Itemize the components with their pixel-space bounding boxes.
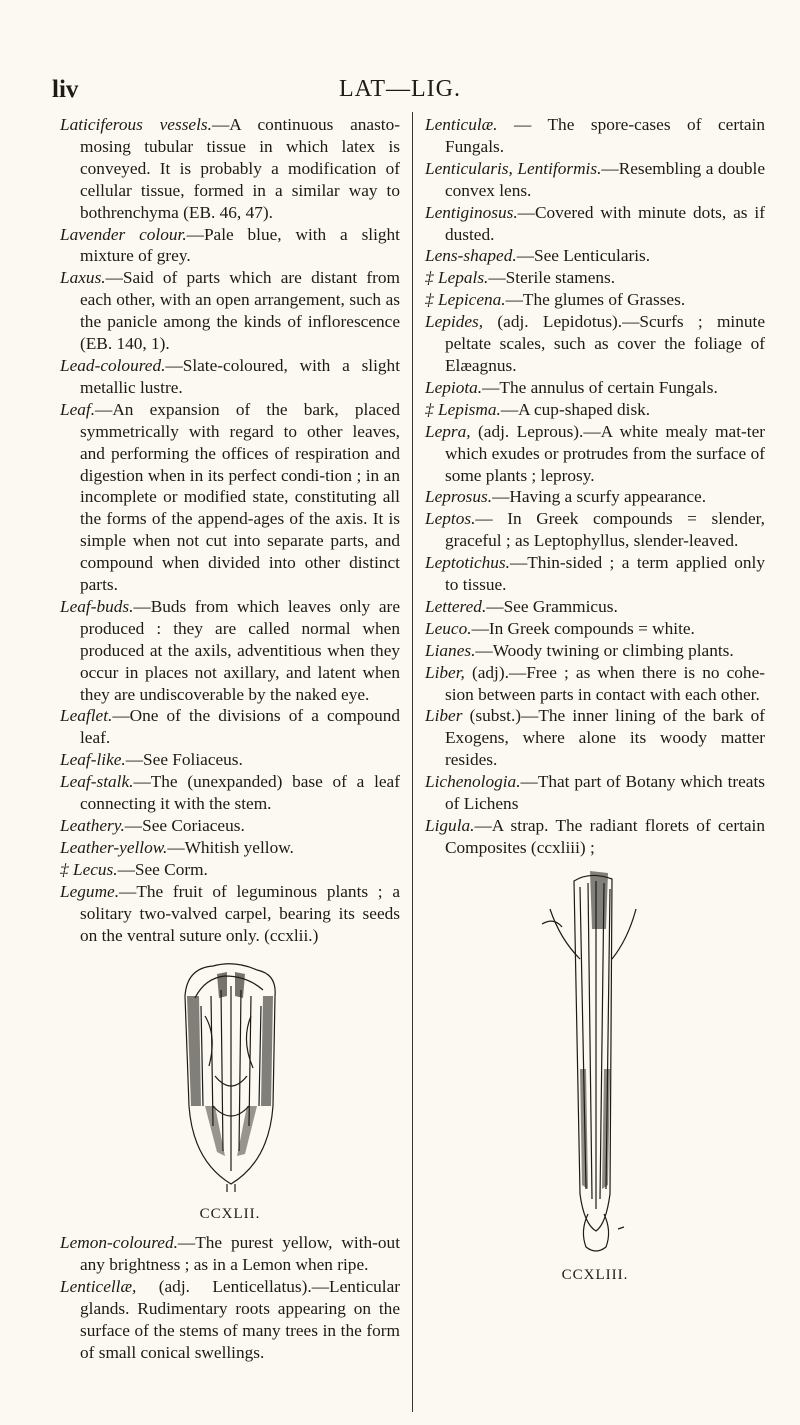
glossary-entry (60, 771, 400, 815)
glossary-entry (60, 267, 400, 355)
glossary-entry (425, 245, 765, 267)
entry-definition: (adj. Lepidotus).—Scurfs ; minute peltate scales, such as cover the foliage of Elæagnus. (445, 312, 765, 375)
right-column (425, 114, 765, 1293)
glossary-entry (425, 377, 765, 399)
glossary-entry (60, 224, 400, 268)
entry-definition: —Thin-sided ; a term applied only to tissue. (445, 553, 765, 595)
entry-term: Ligula. (425, 816, 475, 835)
entry-term: Lianes. (425, 640, 476, 660)
right-entries (425, 114, 765, 859)
page-header (0, 76, 800, 116)
entry-definition: — The spore-cases of certain Fungals. (445, 115, 765, 156)
entry-definition: —Slate-coloured, with a slight metallic lustre. (80, 355, 400, 397)
glossary-entry (425, 311, 765, 377)
entry-definition: —Sterile stamens. (488, 268, 616, 288)
entry-definition: —See Corm. (117, 859, 208, 879)
figure-caption-ccxlii: CCXLII. (199, 1206, 261, 1223)
entry-term: Leaflet. (60, 706, 113, 726)
glossary-entry (60, 837, 400, 859)
entry-definition: —Covered with minute dots, as if dusted. (445, 202, 765, 244)
ligula-figure (425, 869, 765, 1287)
entry-definition: —A cup-shaped disk. (500, 399, 651, 419)
entry-term: Leathery. (60, 816, 125, 835)
entry-definition: —Buds from which leaves only are produced : they are called normal when produced at the axils, adventitious when they occur in places not axillary, and latent when they are undiscoverable by the naked eye. (80, 596, 400, 704)
entry-term: Laticiferous vessels. (60, 115, 212, 134)
entry-term: Lichenologia. (425, 772, 521, 792)
glossary-entry (60, 114, 400, 224)
entry-definition: — In Greek compounds = slender, graceful ; as Leptophyllus, slender-leaved. (445, 509, 765, 551)
entry-term: Leptotichus. (425, 553, 510, 573)
entry-term: Lentiginosus. (425, 202, 518, 222)
figure-caption-ccxliii: CCXLIII. (561, 1266, 629, 1283)
entry-definition: —The (unexpanded) base of a leaf connecting it with the stem. (80, 772, 400, 814)
entry-term: Lead-coloured. (60, 355, 166, 375)
entry-definition: —Said of parts which are distant from each other, with an open arrangement, such as the panicle among the kinds of inflorescence (EB. 140, 1). (80, 268, 400, 354)
glossary-entry (425, 618, 765, 640)
entry-definition: —A strap. The radiant florets of certain Composites (ccxliii) ; (445, 816, 765, 857)
glossary-entry (425, 552, 765, 596)
glossary-entry (425, 202, 765, 246)
entry-definition: —Woody twining or climbing plants. (475, 640, 734, 660)
entry-definition: (adj. Lenticellatus).—Lenticular glands. Rudimentary roots appearing on the surface of the stems of many trees in the form of small conical swellings. (80, 1277, 400, 1362)
entry-term: Leprosus. (425, 487, 493, 507)
glossary-entry (60, 815, 400, 837)
entry-term: ‡ Lepisma. (425, 399, 501, 419)
left-column (60, 114, 400, 1364)
glossary-entry (60, 881, 400, 947)
glossary-entry (60, 749, 400, 771)
entry-term: Lettered. (425, 596, 487, 616)
entry-term: Laxus. (60, 268, 106, 288)
entry-term: Leaf-like. (60, 750, 126, 770)
glossary-entry (60, 705, 400, 749)
entry-definition: (subst.)—The inner lining of the bark of Exogens, where alone its woody matter resides. (445, 706, 765, 770)
ligula-illustration (540, 869, 650, 1257)
glossary-entry (425, 267, 765, 289)
entry-term: Leaf-stalk. (60, 772, 134, 792)
glossary-entry (60, 399, 400, 596)
entry-term: Lenticulæ. (425, 115, 498, 134)
entry-term: Legume. (60, 881, 120, 901)
glossary-entry (425, 399, 765, 421)
entry-definition: (adj).—Free ; as when there is no cohe-sion between parts in contact with each other. (445, 662, 765, 704)
entry-definition: —See Coriaceus. (124, 816, 245, 835)
glossary-entry (60, 355, 400, 399)
entry-definition: —Pale blue, with a slight mixture of grey. (80, 224, 400, 266)
glossary-entry (425, 815, 765, 859)
running-title: LAT—LIG. (339, 76, 461, 102)
entry-definition: —Having a scurfy appearance. (492, 487, 707, 507)
glossary-entry (425, 158, 765, 202)
glossary-entry (425, 771, 765, 815)
entry-term: Leuco. (425, 618, 472, 638)
entry-definition: —The fruit of leguminous plants ; a solitary two-valved carpel, bearing its seeds on the ventral suture only. (ccxlii.) (80, 881, 400, 945)
entry-definition: —The glumes of Grasses. (505, 290, 686, 310)
glossary-entry (425, 705, 765, 771)
page-number: liv (52, 76, 79, 103)
entry-term: Lens-shaped. (425, 246, 517, 266)
entry-definition: —In Greek compounds = white. (471, 618, 695, 638)
glossary-entry (425, 289, 765, 311)
entry-definition: —A continuous anasto-mosing tubular tissue in which latex is conveyed. It is probably a modification of cellular tissue, formed in a similar way to bothrenchyma (EB. 46, 47). (80, 115, 400, 222)
entry-term: Leaf. (60, 399, 96, 419)
entry-definition: —Whitish yellow. (167, 837, 294, 857)
entry-definition: —See Foliaceus. (125, 750, 243, 770)
entry-definition: —The annulus of certain Fungals. (482, 377, 718, 397)
glossary-entry (60, 859, 400, 881)
entry-definition: —Resembling a double convex lens. (445, 158, 765, 200)
entry-definition: (adj. Leprous).—A white mealy mat-ter which exudes or protrudes from the surface of some plants ; leprosy. (445, 421, 765, 485)
entry-term: Liber, (425, 662, 465, 682)
glossary-entry (60, 1276, 400, 1364)
entry-term: Lenticellæ, (60, 1277, 137, 1297)
entry-term: Liber (425, 706, 463, 726)
glossary-entry (425, 508, 765, 552)
glossary-entry (425, 662, 765, 706)
entry-term: ‡ Lepicena. (425, 290, 506, 310)
glossary-entry (60, 596, 400, 706)
entry-term: Lepiota. (425, 377, 483, 397)
entry-definition: —The purest yellow, with-out any brightness ; as in a Lemon when ripe. (80, 1233, 400, 1275)
column-divider (412, 112, 413, 1412)
entry-definition: —See Grammicus. (486, 596, 618, 616)
entry-term: Leptos. (425, 509, 476, 529)
entry-definition: —That part of Botany which treats of Lichens (445, 772, 765, 814)
entry-term: Lepra, (425, 421, 471, 441)
left-entries-top (60, 114, 400, 946)
legume-illustration (165, 956, 295, 1196)
entry-term: Lenticularis, Lentiformis. (425, 158, 602, 178)
entry-definition: —See Lenticularis. (516, 246, 651, 266)
entry-term: Lepides, (425, 312, 484, 332)
left-entries-bottom (60, 1232, 400, 1363)
glossary-entry (60, 1232, 400, 1276)
glossary-entry (425, 114, 765, 158)
entry-term: Lavender colour. (60, 224, 187, 244)
glossary-entry (425, 486, 765, 508)
glossary-entry (425, 421, 765, 487)
entry-term: ‡ Lecus. (60, 859, 118, 879)
legume-figure (60, 956, 400, 1226)
glossary-entry (425, 596, 765, 618)
entry-term: Leaf-buds. (60, 596, 134, 616)
entry-term: ‡ Lepals. (425, 268, 489, 288)
entry-definition: —One of the divisions of a compound leaf. (80, 706, 400, 748)
glossary-entry (425, 640, 765, 662)
entry-definition: —An expansion of the bark, placed symmetrically with regard to other leaves, and performing the offices of respiration and digestion when in its perfect condi-tion ; in an incomplete or modified state, constituting all the forms of the append-ages of the axis. It is simple when not cut into separate parts, and compound when divided into other distinct parts. (80, 399, 400, 595)
entry-term: Leather-yellow. (60, 837, 168, 857)
entry-term: Lemon-coloured. (60, 1233, 178, 1253)
